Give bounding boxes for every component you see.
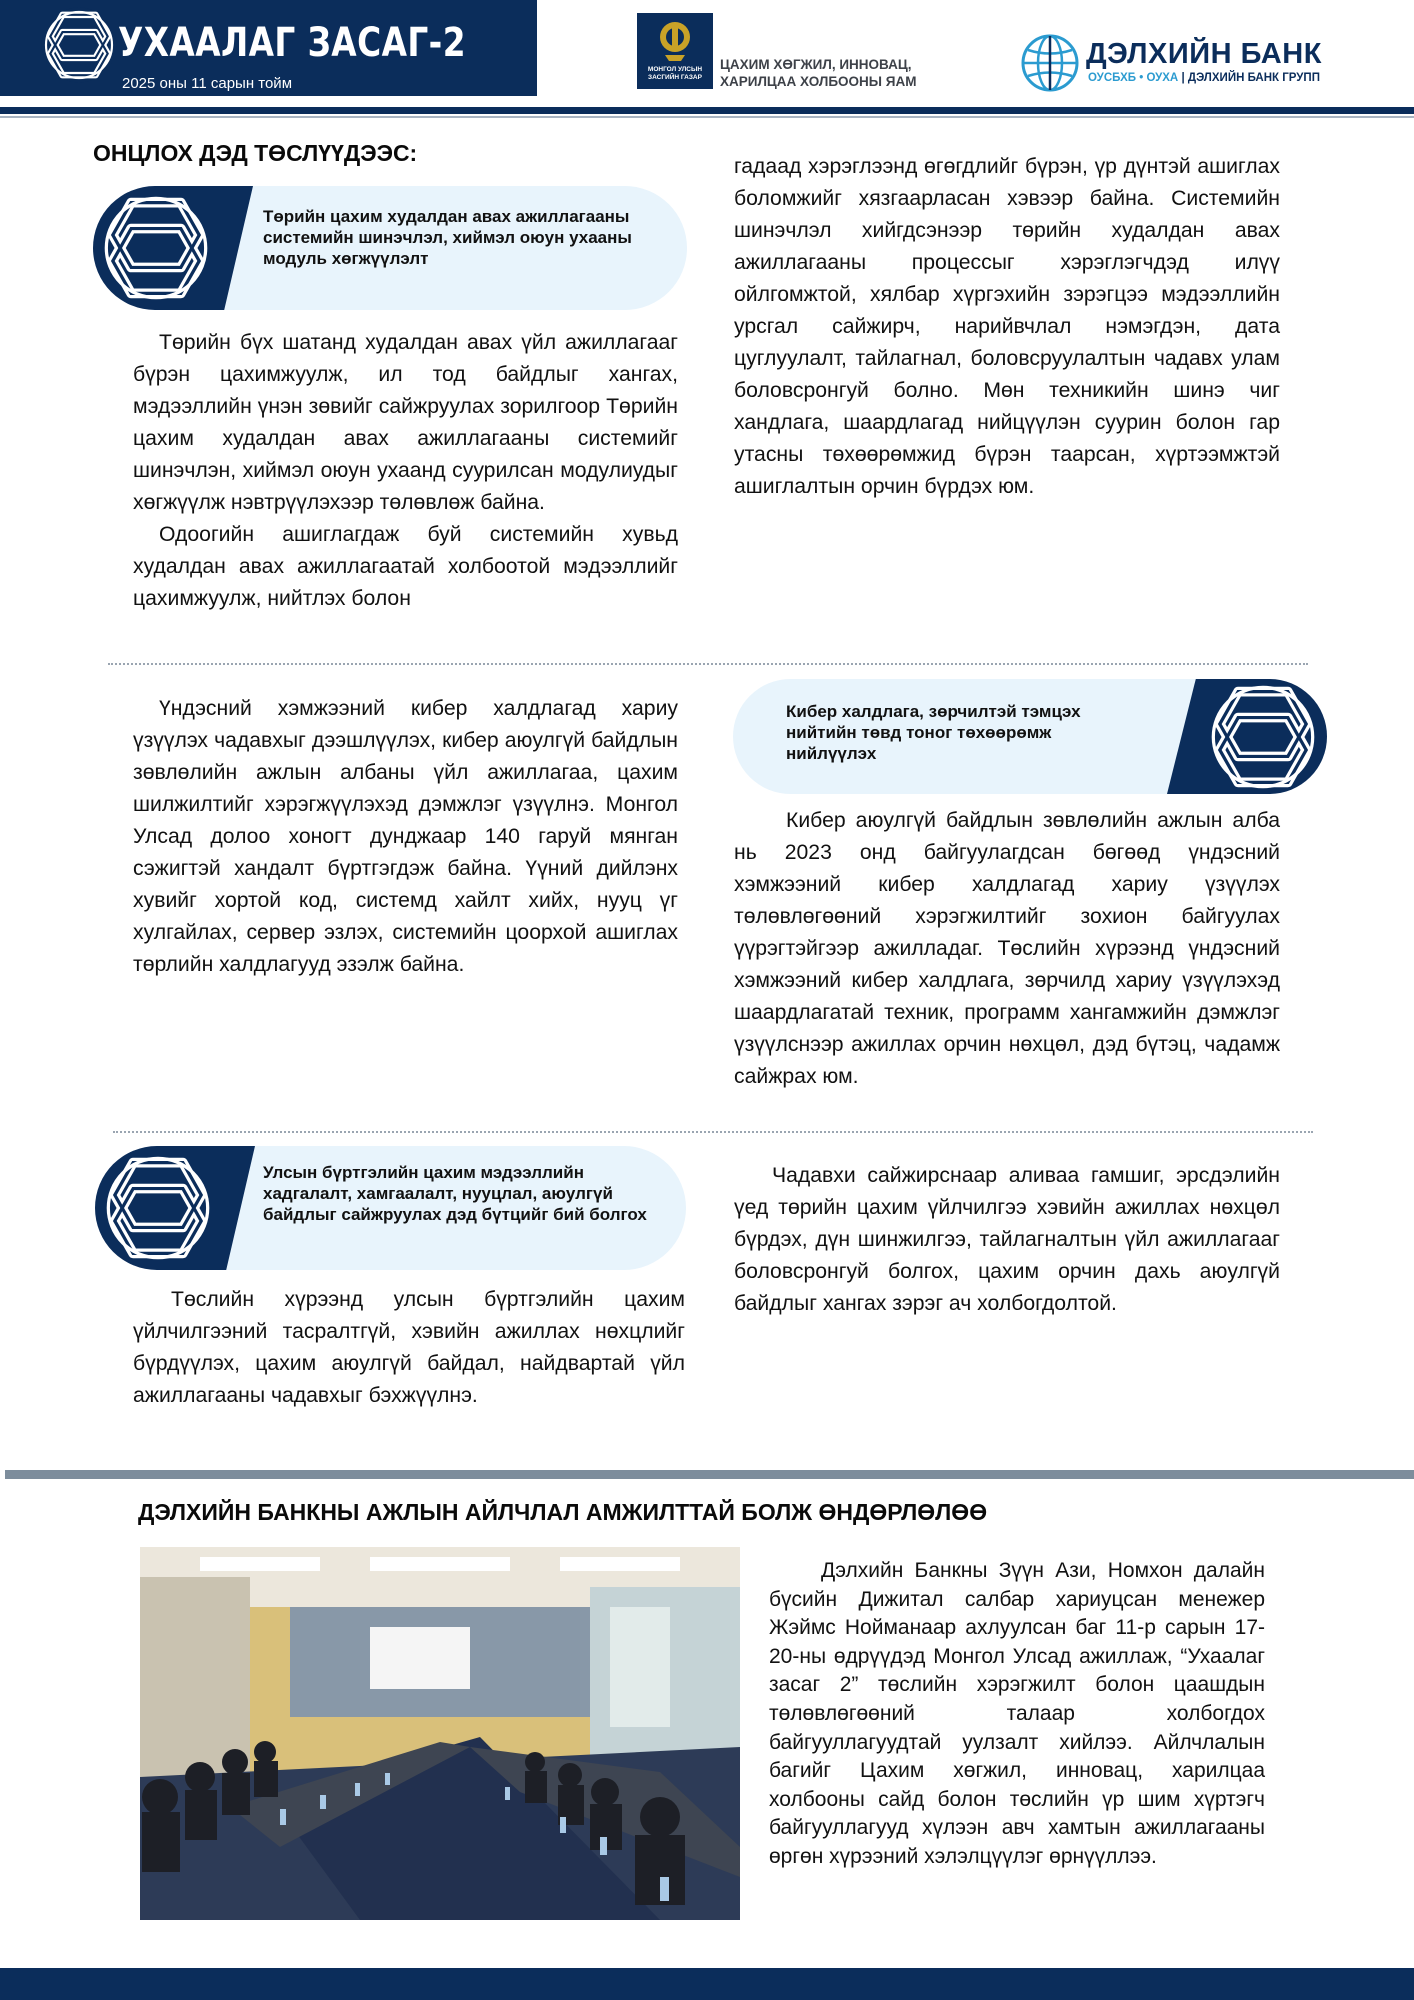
section-divider-1	[108, 663, 1308, 665]
world-bank-globe-icon	[1020, 33, 1080, 93]
topic2-intro	[133, 693, 678, 981]
topic3-continued	[734, 1160, 1280, 1320]
section-title-highlights: ОНЦЛОХ ДЭД ТӨСЛҮҮДЭЭС:	[93, 140, 418, 166]
topic1-header	[93, 186, 687, 310]
ministry-name-line2: ХАРИЛЦАА ХОЛБООНЫ ЯАМ	[720, 74, 917, 89]
soyombo-emblem-icon	[653, 17, 697, 63]
topic2-title: Кибер халдлага, зөрчилтэй тэмцэх нийтийн төвд тоног төхөөрөмж нийлүүлэх	[786, 702, 1081, 763]
ministry-name	[720, 56, 916, 90]
smart-government-logo-icon	[40, 6, 118, 84]
topic3-paragraph-2: Чадавхи сайжирснаар аливаа гамшиг, эрсдэлийн үед төрийн цахим үйлчилгээ хэвийн ажиллах нөхцөл бүрдэх, дүн шинжилгээ, тайлагналтын үйл ажиллагааг боловсронгуй болгох, цахим орчин дахь аюулгүй байдлыг хангах зэрэг ач холбогдолтой.	[734, 1164, 1280, 1315]
newsletter-title: УХААЛАГ ЗАСАГ-2	[118, 20, 466, 66]
wb-mission-text	[769, 1557, 1265, 1872]
topic2-body	[734, 805, 1280, 1093]
topic3-header	[95, 1146, 686, 1270]
topic1-paragraph-3: гадаад хэрэглээнд өгөгдлийг бүрэн, үр дүнтэй ашиглах боломжийг хязгаарласан хэвээр байна. Системийн шинэчлэл хийгдсэнээр төрийн худалдан авах ажиллагааны процессыг хэрэглэгчдэд илүү ойлгомжтой, хялбар хүргэхийн зэрэгцээ мэдээллийн урсгал сайжирч, нарийвчлал нэмэгдэн, дата цуглуулалт, тайлагнал, боловсруулалтын чадавх улам боловсронгуй болно. Мөн техникийн шинэ чиг хандлага, шаардлагад нийцүүлэн суурин болон гар утасны төхөөрөмжид бүрэн таарсан, хүртээмжтэй ашиглалтын орчин бүрдэх юм.	[734, 155, 1280, 498]
registry-knot-icon	[104, 1154, 212, 1262]
cyber-knot-icon	[1209, 683, 1317, 791]
emblem-caption: МОНГОЛ УЛСЫН ЗАСГИЙН ГАЗАР	[647, 66, 703, 81]
topic2-header	[733, 679, 1327, 794]
topic2-paragraph-2: Кибер аюулгүй байдлын зөвлөлийн ажлын алба нь 2023 онд байгуулагдсан бөгөөд үндэсний хэмжээний кибер халдлагад хариу үзүүлэх төлөвлөгөөний хэрэгжилтийг зохион байгуулах үүрэгтэйгээр ажилладаг. Төслийн хүрээнд үндэсний хэмжээний кибер халдлага, зөрчилд хариу үзүүлэхэд шаардлагатай техник, программ хангамжийн дэмжлэг үзүүлснээр ажиллах орчин нөхцөл, дэд бүтэц, чадамж сайжрах юм.	[734, 809, 1280, 1088]
government-emblem	[637, 13, 713, 89]
topic2-paragraph-1: Үндэсний хэмжээний кибер халдлагад хариу үзүүлэх чадавхыг дээшлүүлэх, кибер аюулгүй байдлын зөвлөлийн ажлын албаны үйл ажиллагаа, цахим шилжилтийг хэрэгжүүлэхэд дэмжлэг үзүүлнэ. Монгол Улсад долоо хоногт дунджаар 140 гаруй мянган сэжигтэй хандалт бүртгэгдэж байна. Үүний дийлэнх хувийг хортой код, системд хайлт хийх, нууц үг хулгайлах, сервер эзлэх, системийн цоорхой ашиглах төрлийн халдлагууд эзэлж байна.	[133, 697, 678, 976]
world-bank-subtitle	[1088, 72, 1320, 84]
world-bank-name: ДЭЛХИЙН БАНК	[1086, 38, 1322, 70]
project-knot-icon	[102, 194, 210, 302]
ministry-name-line1: ЦАХИМ ХӨГЖИЛ, ИННОВАЦ,	[720, 57, 912, 72]
meeting-photo	[140, 1547, 740, 1920]
section-separator	[5, 1470, 1414, 1479]
section-title-wb-mission: ДЭЛХИЙН БАНКНЫ АЖЛЫН АЙЛЧЛАЛ АМЖИЛТТАЙ БОЛЖ ӨНДӨРЛӨЛӨӨ	[138, 1499, 988, 1525]
world-bank-ibrd-ida: ОУСБХБ • ОУХА	[1088, 72, 1179, 84]
newsletter-issue-date: 2025 оны 11 сарын тойм	[122, 75, 293, 92]
topic1-paragraph-2: Одоогийн ашиглагдаж буй системийн хувьд худалдан авах ажиллагаатай холбоотой мэдээллийг цахимжуулж, нийтлэх болон	[133, 523, 678, 610]
topic1-paragraph-1: Төрийн бүх шатанд худалдан авах үйл ажиллагааг бүрэн цахимжуулж, ил тод байдлыг хангах, мэдээллийн үнэн зөвийг сайжруулах зорилгоор Төрийн цахим худалдан авах ажиллагааны системийг шинэчлэн, хиймэл оюун ухаанд суурилсан модулиудыг хөгжүүлж нэвтрүүлэхээр төлөвлөж байна.	[133, 331, 678, 514]
topic1-paragraphs	[133, 327, 678, 615]
header-divider	[0, 107, 1414, 114]
section-divider-2	[113, 1131, 1313, 1133]
meeting-photo-illustration	[140, 1547, 740, 1920]
header-divider-thin	[0, 116, 1414, 118]
wb-mission-paragraph: Дэлхийн Банкны Зүүн Ази, Номхон далайн бүсийн Дижитал салбар хариуцсан менежер Жэймс Нойманаар ахлуулсан баг 11-р сарын 17-20-ны өдрүүдэд Монгол Улсад ажиллаж, “Ухаалаг засаг 2” төслийн хэрэгжилт болон цаашдын төлөвлөгөөний талаар холбогдох байгууллагуудтай уулзалт хийлээ. Айлчлалын багийг Цахим хөгжил, инновац, харилцаа холбооны сайд болон төслийн үр шим хүртэгч байгууллагууд хүлээн авч хамтын ажиллагааны өргөн хүрээний хэлэлцүүлэг өрнүүллээ.	[769, 1559, 1265, 1868]
topic3-title: Улсын бүртгэлийн цахим мэдээллийн хадгалалт, хамгаалалт, нууцлал, аюулгүй байдлыг сайжруулах дэд бүтцийг бий болгох	[263, 1163, 647, 1224]
topic1-continued	[734, 151, 1280, 503]
header-brand-box	[0, 0, 537, 96]
world-bank-group: ДЭЛХИЙН БАНК ГРУПП	[1187, 72, 1320, 84]
topic3-body	[133, 1284, 685, 1412]
topic3-paragraph-1: Төслийн хүрээнд улсын бүртгэлийн цахим үйлчилгээний тасралтгүй, хэвийн ажиллах нөхцлийг бүрдүүлэх, цахим аюулгүй байдал, найдвартай үйл ажиллагааны чадавхыг бэхжүүлнэ.	[133, 1288, 685, 1407]
footer-bar	[0, 1968, 1414, 2000]
world-bank-sub-separator: |	[1181, 72, 1185, 84]
topic1-title: Төрийн цахим худалдан авах ажиллагааны системийн шинэчлэл, хиймэл оюун ухааны модуль хөгжүүлэлт	[263, 207, 632, 268]
